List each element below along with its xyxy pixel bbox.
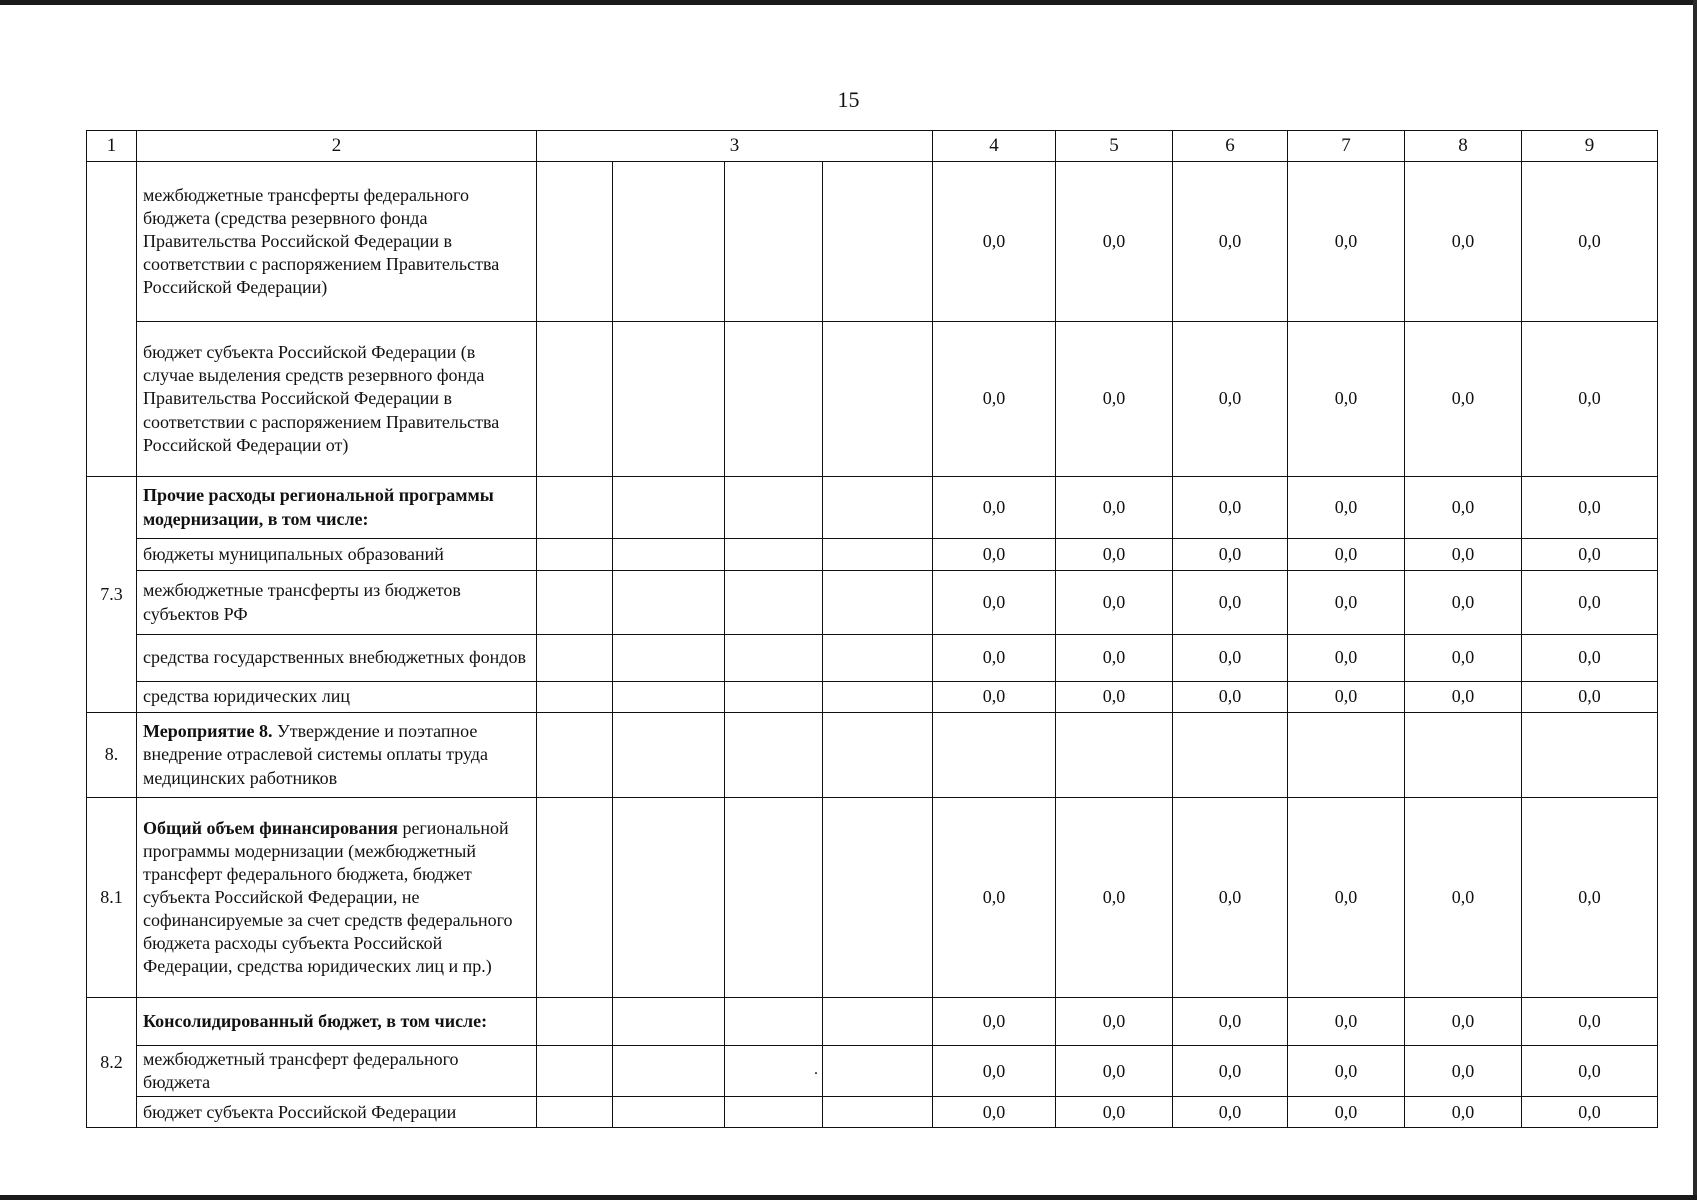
value-cell: 0,0 bbox=[1405, 798, 1522, 998]
empty-cell bbox=[537, 713, 613, 798]
value-cell: 0,0 bbox=[1056, 1046, 1173, 1097]
value-cell: 0,0 bbox=[1173, 1046, 1288, 1097]
value-cell: 0,0 bbox=[933, 322, 1056, 477]
empty-cell bbox=[1522, 713, 1658, 798]
col-header-9: 9 bbox=[1522, 131, 1658, 162]
value-cell: 0,0 bbox=[1056, 477, 1173, 539]
empty-cell bbox=[1173, 713, 1288, 798]
value-cell: 0,0 bbox=[1173, 1097, 1288, 1128]
value-cell: 0,0 bbox=[1173, 635, 1288, 682]
empty-cell bbox=[823, 1097, 933, 1128]
value-cell: 0,0 bbox=[933, 1046, 1056, 1097]
table-row bbox=[87, 1046, 1658, 1097]
empty-cell bbox=[537, 162, 613, 322]
value-cell: 0,0 bbox=[1522, 571, 1658, 635]
value-cell: 0,0 bbox=[1056, 998, 1173, 1046]
empty-cell bbox=[823, 1046, 933, 1097]
empty-cell bbox=[537, 998, 613, 1046]
value-cell: 0,0 bbox=[1056, 539, 1173, 571]
value-cell: 0,0 bbox=[1405, 635, 1522, 682]
value-cell: 0,0 bbox=[1522, 477, 1658, 539]
value-cell: 0,0 bbox=[1173, 682, 1288, 713]
value-cell: 0,0 bbox=[1405, 998, 1522, 1046]
empty-cell bbox=[613, 1046, 725, 1097]
value-cell: 0,0 bbox=[1288, 682, 1405, 713]
table-row bbox=[87, 635, 1658, 682]
empty-cell bbox=[823, 682, 933, 713]
row-number-cell bbox=[87, 162, 137, 477]
empty-cell bbox=[537, 798, 613, 998]
empty-cell bbox=[613, 477, 725, 539]
empty-cell bbox=[537, 539, 613, 571]
value-cell: 0,0 bbox=[1405, 682, 1522, 713]
col-header-3: 3 bbox=[537, 131, 933, 162]
col-header-2: 2 bbox=[137, 131, 537, 162]
empty-cell bbox=[823, 477, 933, 539]
col-header-8: 8 bbox=[1405, 131, 1522, 162]
value-cell: 0,0 bbox=[933, 162, 1056, 322]
empty-cell bbox=[537, 1046, 613, 1097]
value-cell: 0,0 bbox=[1288, 998, 1405, 1046]
value-cell: 0,0 bbox=[933, 477, 1056, 539]
value-cell: 0,0 bbox=[933, 539, 1056, 571]
value-cell: 0,0 bbox=[1173, 477, 1288, 539]
row-description-bold: Мероприятие 8. bbox=[143, 721, 273, 742]
value-cell: 0,0 bbox=[1173, 571, 1288, 635]
table-row bbox=[87, 998, 1658, 1046]
empty-cell bbox=[725, 539, 823, 571]
empty-cell bbox=[823, 539, 933, 571]
value-cell: 0,0 bbox=[933, 571, 1056, 635]
value-cell: 0,0 bbox=[1522, 1046, 1658, 1097]
empty-cell bbox=[823, 798, 933, 998]
col-header-5: 5 bbox=[1056, 131, 1173, 162]
row-description: бюджеты муниципальных образований bbox=[137, 539, 537, 571]
empty-cell bbox=[933, 713, 1056, 798]
row-description: средства государственных внебюджетных фондов bbox=[137, 635, 537, 682]
table-row bbox=[87, 682, 1658, 713]
value-cell: 0,0 bbox=[1405, 1046, 1522, 1097]
col-header-6: 6 bbox=[1173, 131, 1288, 162]
row-description-text: региональной программы модернизации (межбюджетный трансферт федерального бюджета, бюджет субъекта Российской Федерации, не софинансируемые за счет средств федерального бюджета расходы субъекта Российской Федерации, средства юридических лиц и пр.) bbox=[143, 817, 513, 977]
empty-cell bbox=[725, 322, 823, 477]
empty-cell bbox=[1288, 713, 1405, 798]
value-cell: 0,0 bbox=[1405, 162, 1522, 322]
empty-cell bbox=[725, 571, 823, 635]
value-cell: 0,0 bbox=[933, 635, 1056, 682]
value-cell: 0,0 bbox=[1522, 635, 1658, 682]
value-cell: 0,0 bbox=[933, 682, 1056, 713]
empty-cell bbox=[1405, 713, 1522, 798]
value-cell: 0,0 bbox=[1522, 798, 1658, 998]
value-cell: 0,0 bbox=[933, 798, 1056, 998]
row-number: 7.3 bbox=[87, 477, 137, 713]
row-description: межбюджетный трансферт федерального бюджета bbox=[137, 1046, 537, 1097]
empty-cell bbox=[613, 539, 725, 571]
empty-cell bbox=[613, 682, 725, 713]
scan-border-top bbox=[0, 0, 1697, 5]
row-description: Консолидированный бюджет, в том числе: bbox=[137, 998, 537, 1046]
empty-cell bbox=[613, 998, 725, 1046]
value-cell: 0,0 bbox=[1405, 477, 1522, 539]
value-cell: 0,0 bbox=[1288, 1097, 1405, 1128]
empty-cell bbox=[725, 477, 823, 539]
row-description-bold: Общий объем финансирования bbox=[143, 817, 398, 838]
table-row bbox=[87, 713, 1658, 798]
value-cell: 0,0 bbox=[1288, 162, 1405, 322]
row-description bbox=[137, 713, 537, 798]
value-cell: 0,0 bbox=[1173, 798, 1288, 998]
empty-cell bbox=[537, 635, 613, 682]
empty-cell bbox=[537, 571, 613, 635]
empty-cell bbox=[613, 713, 725, 798]
table-row bbox=[87, 477, 1658, 539]
row-description: бюджет субъекта Российской Федерации bbox=[137, 1097, 537, 1128]
value-cell: 0,0 bbox=[1288, 539, 1405, 571]
empty-cell bbox=[725, 162, 823, 322]
empty-cell bbox=[725, 635, 823, 682]
value-cell: 0,0 bbox=[1288, 1046, 1405, 1097]
budget-table bbox=[86, 130, 1658, 1128]
empty-cell bbox=[725, 682, 823, 713]
value-cell: 0,0 bbox=[933, 998, 1056, 1046]
scan-border-bottom bbox=[0, 1195, 1697, 1200]
row-number: 8. bbox=[87, 713, 137, 798]
page-number: 15 bbox=[837, 87, 860, 112]
table-row bbox=[87, 1097, 1658, 1128]
empty-cell bbox=[823, 162, 933, 322]
row-description-text: Утверждение и поэтапное внедрение отраслевой системы оплаты труда медицинских работников bbox=[143, 721, 489, 788]
value-cell: 0,0 bbox=[1405, 1097, 1522, 1128]
value-cell: 0,0 bbox=[1405, 322, 1522, 477]
row-description: средства юридических лиц bbox=[137, 682, 537, 713]
value-cell: 0,0 bbox=[1056, 162, 1173, 322]
value-cell: 0,0 bbox=[1288, 798, 1405, 998]
value-cell: 0,0 bbox=[1522, 322, 1658, 477]
value-cell: 0,0 bbox=[1056, 798, 1173, 998]
value-cell: 0,0 bbox=[1288, 322, 1405, 477]
row-description bbox=[137, 798, 537, 998]
value-cell: 0,0 bbox=[1522, 998, 1658, 1046]
value-cell: 0,0 bbox=[1288, 477, 1405, 539]
row-description: Прочие расходы региональной программы модернизации, в том числе: bbox=[137, 477, 537, 539]
row-description: бюджет субъекта Российской Федерации (в случае выделения средств резервного фонда Правительства Российской Федерации в соответствии с распоряжением Правительства Российской Федерации от) bbox=[137, 322, 537, 477]
value-cell: 0,0 bbox=[1405, 539, 1522, 571]
scan-border-right bbox=[1693, 0, 1697, 1200]
empty-cell bbox=[537, 682, 613, 713]
empty-cell bbox=[725, 1046, 823, 1097]
value-cell: 0,0 bbox=[1056, 682, 1173, 713]
value-cell: 0,0 bbox=[1173, 539, 1288, 571]
header-row bbox=[87, 131, 1658, 162]
empty-cell bbox=[613, 571, 725, 635]
empty-cell bbox=[613, 635, 725, 682]
empty-cell bbox=[537, 477, 613, 539]
col-header-7: 7 bbox=[1288, 131, 1405, 162]
value-cell: 0,0 bbox=[1522, 1097, 1658, 1128]
table-row bbox=[87, 322, 1658, 477]
empty-cell bbox=[613, 162, 725, 322]
value-cell: 0,0 bbox=[1522, 162, 1658, 322]
value-cell: 0,0 bbox=[1173, 162, 1288, 322]
value-cell: 0,0 bbox=[1056, 1097, 1173, 1128]
empty-cell bbox=[725, 798, 823, 998]
row-number: 8.1 bbox=[87, 798, 137, 998]
col-header-1: 1 bbox=[87, 131, 137, 162]
value-cell: 0,0 bbox=[1522, 539, 1658, 571]
value-cell: 0,0 bbox=[1288, 571, 1405, 635]
table-row bbox=[87, 162, 1658, 322]
row-description: межбюджетные трансферты из бюджетов субъектов РФ bbox=[137, 571, 537, 635]
empty-cell bbox=[613, 322, 725, 477]
table-row bbox=[87, 571, 1658, 635]
empty-cell bbox=[725, 1097, 823, 1128]
value-cell: 0,0 bbox=[1405, 571, 1522, 635]
row-number: 8.2 bbox=[87, 998, 137, 1128]
empty-cell bbox=[725, 998, 823, 1046]
empty-cell bbox=[613, 1097, 725, 1128]
empty-cell bbox=[537, 1097, 613, 1128]
table-row bbox=[87, 539, 1658, 571]
empty-cell bbox=[823, 998, 933, 1046]
empty-cell bbox=[1056, 713, 1173, 798]
empty-cell bbox=[823, 713, 933, 798]
value-cell: 0,0 bbox=[1173, 998, 1288, 1046]
value-cell: 0,0 bbox=[933, 1097, 1056, 1128]
value-cell: 0,0 bbox=[1288, 635, 1405, 682]
empty-cell bbox=[537, 322, 613, 477]
empty-cell bbox=[823, 571, 933, 635]
value-cell: 0,0 bbox=[1056, 635, 1173, 682]
empty-cell bbox=[823, 322, 933, 477]
value-cell: 0,0 bbox=[1173, 322, 1288, 477]
row-description: межбюджетные трансферты федерального бюджета (средства резервного фонда Правительства Российской Федерации в соответствии с распоряжением Правительства Российской Федерации) bbox=[137, 162, 537, 322]
value-cell: 0,0 bbox=[1522, 682, 1658, 713]
table-row bbox=[87, 798, 1658, 998]
value-cell: 0,0 bbox=[1056, 571, 1173, 635]
empty-cell bbox=[613, 798, 725, 998]
value-cell: 0,0 bbox=[1056, 322, 1173, 477]
col-header-4: 4 bbox=[933, 131, 1056, 162]
empty-cell bbox=[823, 635, 933, 682]
empty-cell bbox=[725, 713, 823, 798]
